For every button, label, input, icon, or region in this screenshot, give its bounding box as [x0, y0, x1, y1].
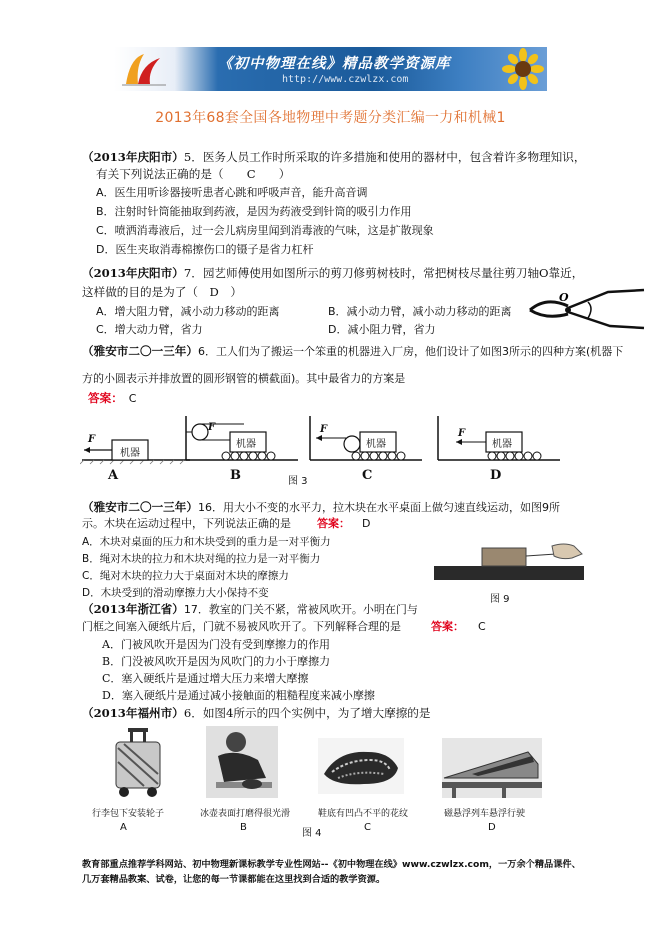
fig3-machine-a: 机器 [120, 448, 140, 459]
q2-option-d: D．减小阻力臂，省力 [328, 323, 436, 336]
document-title: 2013年68套全国各地物理中考题分类汇编一力和机械1 [155, 110, 506, 126]
fig3-machine-c: 机器 [366, 439, 386, 450]
fig4-label-c: C [364, 822, 371, 833]
q5-answer-label: 答案： [431, 620, 464, 633]
q1-option-c: C．喷洒消毒液后，过一会儿病房里闻到消毒液的气味，这是扩散现象 [96, 224, 434, 237]
q4-option-b: B．绳对木块的拉力和木块对绳的拉力是一对平衡力 [82, 553, 321, 565]
q3-source: （雅安市二〇一三年） [82, 344, 198, 358]
fig3-force-a: F [88, 434, 96, 445]
scissors-figure [528, 286, 646, 334]
fig3-force-c: F [320, 424, 328, 435]
pivot-label: O [559, 291, 569, 304]
q5-option-d: D．塞入硬纸片是通过减小接触面的粗糙程度来减小摩擦 [102, 689, 375, 702]
q2-option-c: C．增大动力臂，省力 [96, 323, 203, 336]
q1-stem: 5．医务人员工作时所采取的许多措施和使用的器材中，包含着许多物理知识， [183, 150, 586, 164]
q3-answer: C [128, 392, 137, 405]
fig4-caption-d: 磁悬浮列车悬浮行驶 [444, 809, 526, 819]
fig3-label-d: D [490, 468, 502, 483]
fig4-maglev-image [442, 738, 542, 798]
q2-stem-2: 这样做的目的是为了（ D ） [82, 285, 243, 299]
figure-3 [80, 414, 570, 496]
fig3-machine-d: 机器 [492, 439, 512, 450]
q4-source: （雅安市二〇一三年） [82, 500, 198, 514]
q3-answer-label: 答案： [88, 391, 123, 405]
fig4-caption-b: 冰壶表面打磨得很光滑 [200, 809, 291, 819]
q1-option-d: D．医生夹取消毒棉擦伤口的镊子是省力杠杆 [96, 243, 314, 256]
q4-answer-label: 答案： [317, 517, 350, 530]
q6-stem: 6．如图4所示的四个实例中，为了增大摩擦的是 [183, 706, 431, 720]
question-1 [82, 150, 642, 256]
fig3-force-b: F [208, 422, 216, 433]
q4-option-c: C．绳对木块的拉力大于桌面对木块的摩擦力 [82, 570, 289, 582]
fig4-curling-image [206, 726, 278, 798]
question-6 [82, 706, 642, 722]
question-3 [82, 344, 642, 414]
q2-stem: 7．园艺师傅使用如图所示的剪刀修剪树枝时，常把树枝尽量往剪刀轴O靠近， [183, 266, 584, 280]
fig4-caption-a: 行李包下安装轮子 [92, 809, 165, 819]
banner-title: 《初中物理在线》精品教学资源库 [218, 55, 451, 72]
fig4-caption-c: 鞋底有凹凸不平的花纹 [318, 809, 409, 819]
q5-stem-2: 门框之间塞入硬纸片后，门就不易被风吹开了。下列解释合理的是 [82, 620, 401, 633]
footer-line-2: 几万套精品教案、试卷，让您的每一节课都能在这里找到合适的教学资源。 [82, 874, 386, 885]
q5-source: （2013年浙江省） [82, 602, 184, 616]
q6-source: （2013年福州市） [82, 706, 184, 720]
q4-stem: 16．用大小不变的水平力，拉木块在水平桌面上做匀速直线运动，如图9所 [197, 501, 560, 514]
q4-answer: D [362, 517, 371, 530]
q5-answer: C [478, 620, 486, 633]
fig3-label-a: A [108, 468, 119, 483]
q1-option-a: A．医生用听诊器接听患者心跳和呼吸声音，能升高音调 [96, 186, 368, 199]
q5-option-b: B．门没被风吹开是因为风吹门的力小于摩擦力 [102, 655, 331, 668]
q1-source: （2013年庆阳市） [82, 150, 184, 164]
q4-option-a: A．木块对桌面的压力和木块受到的重力是一对平衡力 [82, 536, 331, 548]
q2-source: （2013年庆阳市） [82, 266, 184, 280]
fig9-block-on-table [434, 536, 584, 582]
q5-option-a: A．门被风吹开是因为门没有受到摩擦力的作用 [102, 638, 330, 651]
fig3-label-c: C [362, 468, 373, 483]
figure-4 [86, 726, 556, 838]
q5-stem: 17．教室的门关不紧，常被风吹开。小明在门与 [183, 603, 418, 616]
fig4-label-d: D [488, 822, 496, 833]
q1-stem-2: 有关下列说法正确的是（ C ） [96, 167, 291, 181]
fig4-caption: 图 4 [302, 828, 322, 839]
fig4-label-a: A [120, 822, 127, 833]
q2-option-b: B．减小动力臂，减小动力移动的距离 [328, 305, 512, 318]
fig3-force-d: F [458, 428, 466, 439]
fig4-label-b: B [240, 822, 247, 833]
q4-stem-2: 示。木块在运动过程中，下列说法正确的是 [82, 517, 291, 530]
fig4-shoe-sole-image [318, 738, 404, 794]
fig9-caption: 图 9 [490, 594, 510, 605]
header-banner [114, 47, 547, 91]
fig3-label-b: B [230, 468, 241, 483]
sunflower-icon [499, 47, 547, 91]
q2-option-a: A．增大阻力臂，减小动力移动的距离 [96, 305, 280, 318]
fig4-luggage-image [108, 728, 172, 798]
fig3-caption: 图 3 [288, 476, 308, 487]
site-logo-icon [120, 50, 168, 88]
q3-stem-2: 方的小圆表示并排放置的圆形钢管的横截面)。其中最省力的方案是 [82, 372, 406, 385]
q3-stem: 6．工人们为了搬运一个笨重的机器进入厂房，他们设计了如图3所示的四种方案(机器下 [197, 345, 624, 358]
fig3-machine-b: 机器 [236, 439, 256, 450]
footer-line-1: 教育部重点推荐学科网站、初中物理新课标教学专业性网站--《初中物理在线》www.czwlzx.com，一万余个精品课件、 [82, 859, 581, 870]
question-5 [82, 602, 642, 702]
q5-option-c: C．塞入硬纸片是通过增大压力来增大摩擦 [102, 672, 309, 685]
q4-option-d: D．木块受到的滑动摩擦力大小保持不变 [82, 587, 269, 599]
banner-url[interactable]: http://www.czwlzx.com [282, 74, 409, 85]
q1-option-b: B．注射时针筒能抽取到药液，是因为药液受到针筒的吸引力作用 [96, 205, 412, 218]
